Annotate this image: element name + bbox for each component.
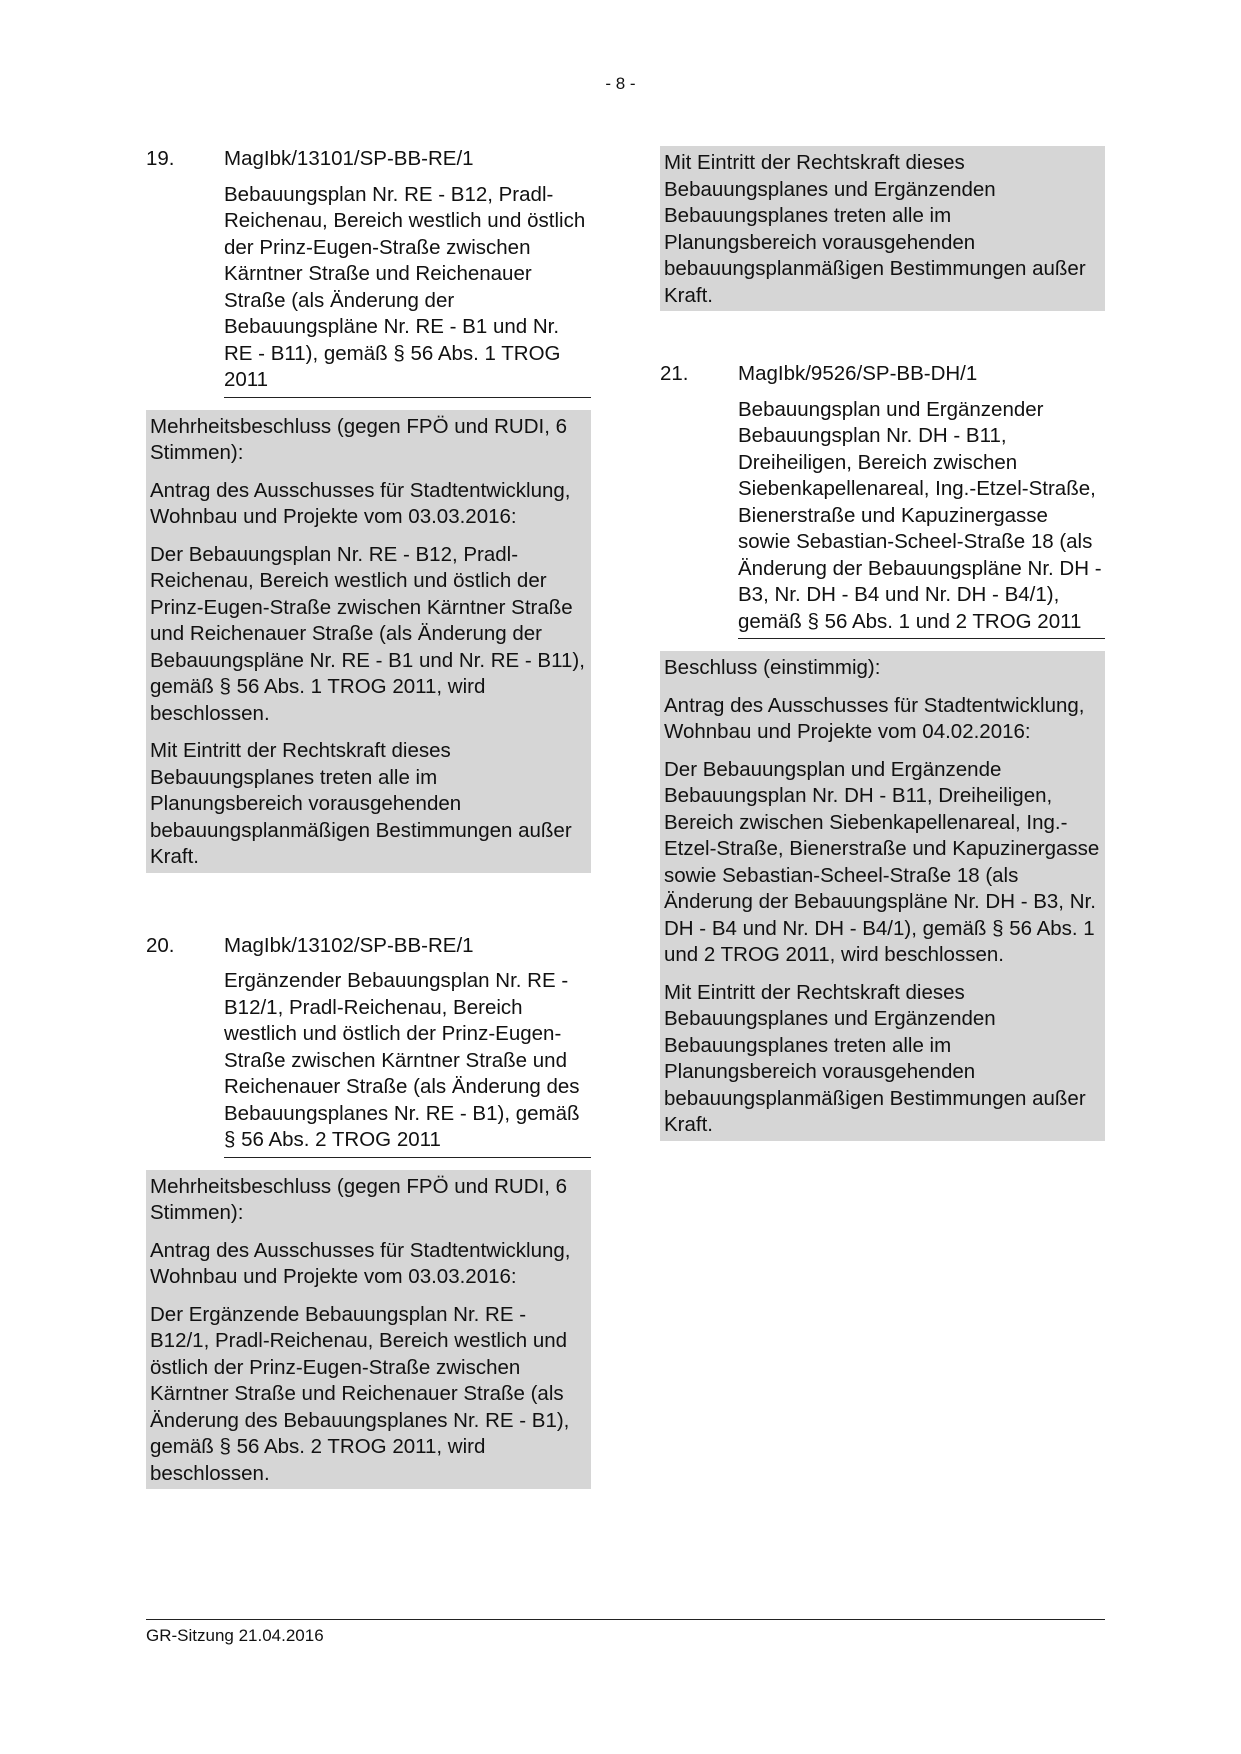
- page-footer: GR-Sitzung 21.04.2016: [146, 1619, 1105, 1646]
- decision-box: [146, 1170, 591, 1490]
- motion-text: Antrag des Ausschusses für Stadtentwicklung, Wohnbau und Projekte vom 03.03.2016:: [150, 1238, 571, 1288]
- right-column: [660, 146, 1105, 1141]
- decision-box: [660, 651, 1105, 1141]
- decision-type: Beschluss (einstimmig):: [664, 656, 881, 679]
- item-code: MagIbk/13101/SP-BB-RE/1: [224, 147, 474, 170]
- item-description: Bebauungsplan und Ergänzender Bebauungsplan Nr. DH - B11, Dreiheiligen, Bereich zwischen Siebenkapellenareal, Ing.-Etzel-Straße, Bienerstraße und Kapuzinergasse sowie Sebastian-Scheel-Straße 18 (als Änderung der Bebauungspläne Nr. DH - B3, Nr. DH - B4 und Nr. DH - B4/1), gemäß § 56 Abs. 1 und 2 TROG 2011: [738, 397, 1105, 640]
- item-number: 20.: [146, 933, 175, 957]
- page-number: - 8 -: [605, 74, 636, 93]
- item-number: 19.: [146, 147, 175, 170]
- left-column: [146, 146, 591, 1489]
- effect-text: Mit Eintritt der Rechtskraft dieses Bebauungsplanes und Ergänzenden Bebauungsplanes treten alle im Planungsbereich vorausgehenden bebauungsplanmäßigen Bestimmungen außer Kraft.: [664, 980, 1086, 1136]
- decision-type: Mehrheitsbeschluss (gegen FPÖ und RUDI, 6 Stimmen):: [150, 1174, 568, 1224]
- effect-text: Mit Eintritt der Rechtskraft dieses Bebauungsplanes treten alle im Planungsbereich vorausgehenden bebauungsplanmäßigen Bestimmungen außer Kraft.: [150, 739, 572, 868]
- item-code: MagIbk/13102/SP-BB-RE/1: [224, 933, 474, 957]
- agenda-item-21: [660, 361, 1105, 1141]
- item-code: MagIbk/9526/SP-BB-DH/1: [738, 362, 978, 385]
- resolution-text: Der Bebauungsplan Nr. RE - B12, Pradl-Reichenau, Bereich westlich und östlich der Prinz-Eugen-Straße zwischen Kärntner Straße und Reichenauer Straße (als Änderung der Bebauungspläne Nr. RE - B1 und Nr. RE - B11), gemäß § 56 Abs. 1 TROG 2011, wird beschlossen.: [150, 542, 585, 725]
- item-description: Ergänzender Bebauungsplan Nr. RE - B12/1, Pradl-Reichenau, Bereich westlich und östlich der Prinz-Eugen-Straße zwischen Kärntner Straße und Reichenauer Straße (als Änderung des Bebauungsplanes Nr. RE - B1), gemäß § 56 Abs. 2 TROG 2011: [224, 968, 591, 1158]
- motion-text: Antrag des Ausschusses für Stadtentwicklung, Wohnbau und Projekte vom 03.03.2016:: [150, 478, 571, 528]
- resolution-text: Der Ergänzende Bebauungsplan Nr. RE - B12/1, Pradl-Reichenau, Bereich westlich und östlich der Prinz-Eugen-Straße zwischen Kärntner Straße und Reichenauer Straße (als Änderung des Bebauungsplanes Nr. RE - B1), gemäß § 56 Abs. 2 TROG 2011, wird beschlossen.: [150, 1302, 570, 1485]
- item-number: 21.: [660, 362, 689, 385]
- motion-text: Antrag des Ausschusses für Stadtentwicklung, Wohnbau und Projekte vom 04.02.2016:: [664, 693, 1085, 743]
- resolution-text: Der Bebauungsplan und Ergänzende Bebauungsplan Nr. DH - B11, Dreiheiligen, Bereich zwischen Siebenkapellenareal, Ing.-Etzel-Straße, Bienerstraße und Kapuzinergasse sowie Sebastian-Scheel-Straße 18 (als Änderung der Bebauungspläne Nr. DH - B3, Nr. DH - B4 und Nr. DH - B4/1), gemäß § 56 Abs. 1 und 2 TROG 2011, wird beschlossen.: [664, 757, 1100, 966]
- carryover-effect-text: Mit Eintritt der Rechtskraft dieses Bebauungsplanes und Ergänzenden Bebauungsplanes treten alle im Planungsbereich vorausgehenden bebauungsplanmäßigen Bestimmungen außer Kraft.: [660, 146, 1105, 311]
- item-description: Bebauungsplan Nr. RE - B12, Pradl-Reichenau, Bereich westlich und östlich der Prinz-Eugen-Straße zwischen Kärntner Straße und Reichenauer Straße (als Änderung der Bebauungspläne Nr. RE - B1 und Nr. RE - B11), gemäß § 56 Abs. 1 TROG 2011: [224, 182, 591, 398]
- decision-type: Mehrheitsbeschluss (gegen FPÖ und RUDI, 6 Stimmen):: [150, 414, 568, 464]
- agenda-item-19: [146, 146, 591, 873]
- decision-box: [146, 410, 591, 873]
- agenda-item-20: [146, 933, 591, 1490]
